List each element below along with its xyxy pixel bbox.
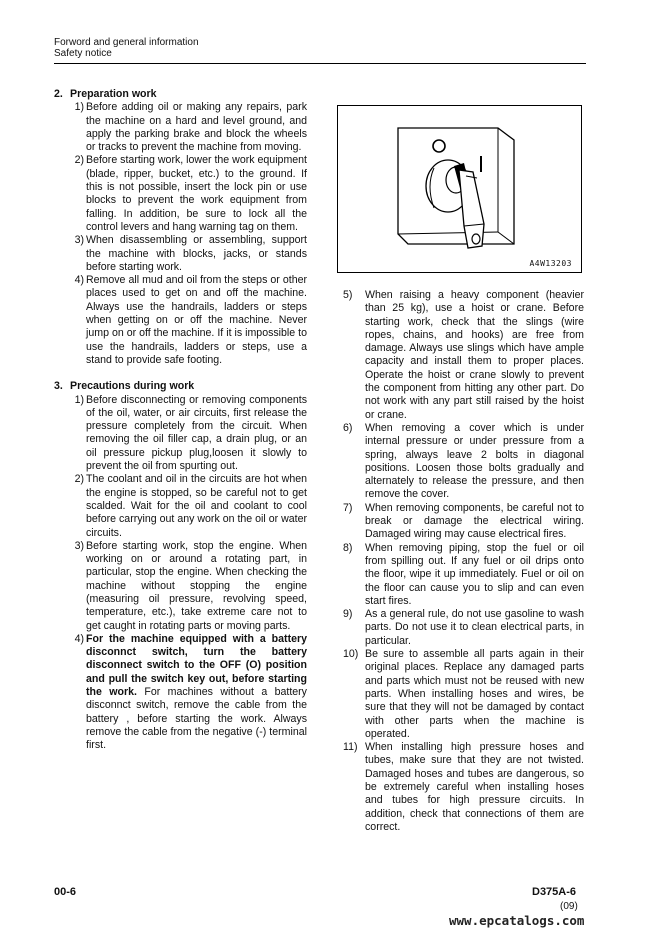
item-number: 1) [74,393,84,406]
item-number: 9) [343,608,353,621]
header-section: Safety notice [54,48,112,59]
list-item [54,154,307,234]
section-number: 3. [54,380,63,393]
list-item [54,274,307,367]
item-text: Before adding oil or making any repairs, park the machine on a hard and level ground, and apply the parking brake and block the wheels or tracks to prevent the machine from moving. [86,101,307,154]
item-text: When removing piping, stop the fuel or oil from spilling out. If any fuel or oil drips onto the floor, wipe it up immediately. Fuel or oil on the floor can cause you to slip and can even start fires. [365,541,584,607]
list-item [343,648,584,741]
item-text: Before starting work, stop the engine. When working on or around a rotating part, in particular, stop the engine. When checking the machine without stopping the engine (measuring oil pressure, revolving speed, temperature, etc.), take extreme care not to get caught in rotating parts or moving parts. [86,539,307,632]
item-text: Be sure to assemble all parts again in their original places. Replace any damaged parts and parts which must not be reused with new parts. When installing hoses and wires, be sure that they will not be damaged by contact with other parts when the machine is operated. [365,648,584,740]
item-number: 11) [343,741,358,754]
item-text [86,633,307,753]
list-item [343,542,584,608]
item-text: When installing high pressure hoses and tubes, make sure that they are not twisted. Damaged hoses and tubes are dangerous, so be extremely careful when installing hoses and tubes for high pressure circuits. In addition, check that connections of them are correct. [365,741,584,833]
item-number: 8) [343,541,353,554]
item-number: 7) [343,501,353,514]
header-rule [54,63,586,64]
section-title: Preparation work [70,88,157,100]
item-text: When removing components, be careful not to break or damage the electrical wiring. Damaged wiring may cause electrical fires. [365,501,584,541]
item-text: Before disconnecting or removing components of the oil, water, or air circuits, first release the pressure completely from the circuit. When removing the oil filler cap, a drain plug, or an oil pressure pickup plug,loosen it slowly to prevent the oil from spurting out. [86,393,307,473]
item-number: 10) [343,648,359,661]
item-number: 4) [74,632,84,645]
section-heading-precautions [54,380,307,393]
watermark-link[interactable]: www.epcatalogs.com [449,913,585,928]
list-item [54,234,307,274]
item-text: Before starting work, lower the work equipment (blade, ripper, bucket, etc.) to the ground. If this is not possible, insert the lock pin or use blocks to prevent the work equipment from falling. In addition, be sure to lock all the control levers and hang warning tag on them. [86,154,307,233]
item-number: 3) [74,234,84,247]
section-number: 2. [54,88,63,100]
item-text: When disassembling or assembling, support the machine with blocks, jacks, or stands before starting work. [86,234,307,273]
item-text: When raising a heavy component (heavier than 25 kg), use a hoist or crane. Before starting work, check that the slings (wire ropes, chains, and hooks) are free from damage. Always use slings which have ample capacity and install them to proper places. Operate the hoist or crane slowly to prevent the component from hitting any other part. Do not work with any part still raised by the hoist or crane. [365,289,584,421]
list-item [54,473,307,539]
header-chapter: Forword and general information [54,37,199,48]
item-text: The coolant and oil in the circuits are hot when the engine is stopped, so be careful not to get scalded. Wait for the oil and coolant to cool before carrying out any work on the oil or water circuits. [86,473,307,539]
list-item [343,422,584,502]
item-text: Remove all mud and oil from the steps or other places used to get on and off the machine. Always use the handrails, ladders or steps when getting on or off the machine. Never jump on or off the machine. If it is impossible to use the handrails, ladders or steps, use a stand to provide safe footing. [86,274,307,366]
list-item [54,540,307,633]
list-item [54,394,307,474]
battery-switch-illustration [338,106,583,274]
revision-number: (09) [560,901,578,912]
running-header [54,37,199,59]
left-column [54,88,307,753]
list-item [54,101,307,154]
section-heading-preparation [54,88,307,101]
section-title: Precautions during work [70,380,195,393]
item-text-rest: For machines without a battery disconnct switch, remove the cable from the battery , before starting the work. Always remove the cable from the negative (-) terminal first. [86,686,307,752]
item-number: 1) [74,101,84,114]
model-number: D375A-6 [532,886,577,898]
item-text: As a general rule, do not use gasoline to wash parts. Do not use it to clean electrical parts, in particular. [365,608,584,647]
battery-switch-figure [337,105,582,273]
item-number: 4) [74,274,84,287]
list-item [343,608,584,648]
list-item [343,502,584,542]
item-number: 2) [74,154,84,167]
item-number: 5) [343,289,353,301]
item-number: 2) [74,473,84,486]
list-item [343,289,584,422]
page-number: 00-6 [54,886,77,898]
item-number: 3) [74,539,84,552]
list-item [343,741,584,834]
item-number: 6) [343,421,353,434]
item-text: When removing a cover which is under internal pressure or under pressure from a spring, always leave 2 bolts in diagonal positions. Loosen those bolts gradually and alternately to release the pressure, and then remove the cover. [365,421,584,501]
figure-code: A4W13203 [529,259,572,268]
right-column [343,289,584,834]
item-emphasis: For the machine equipped with a battery disconnct switch, turn the battery disconnect switch to the OFF (O) position and pull the switch key out, before starting the work. [86,632,307,699]
list-item [54,633,307,753]
